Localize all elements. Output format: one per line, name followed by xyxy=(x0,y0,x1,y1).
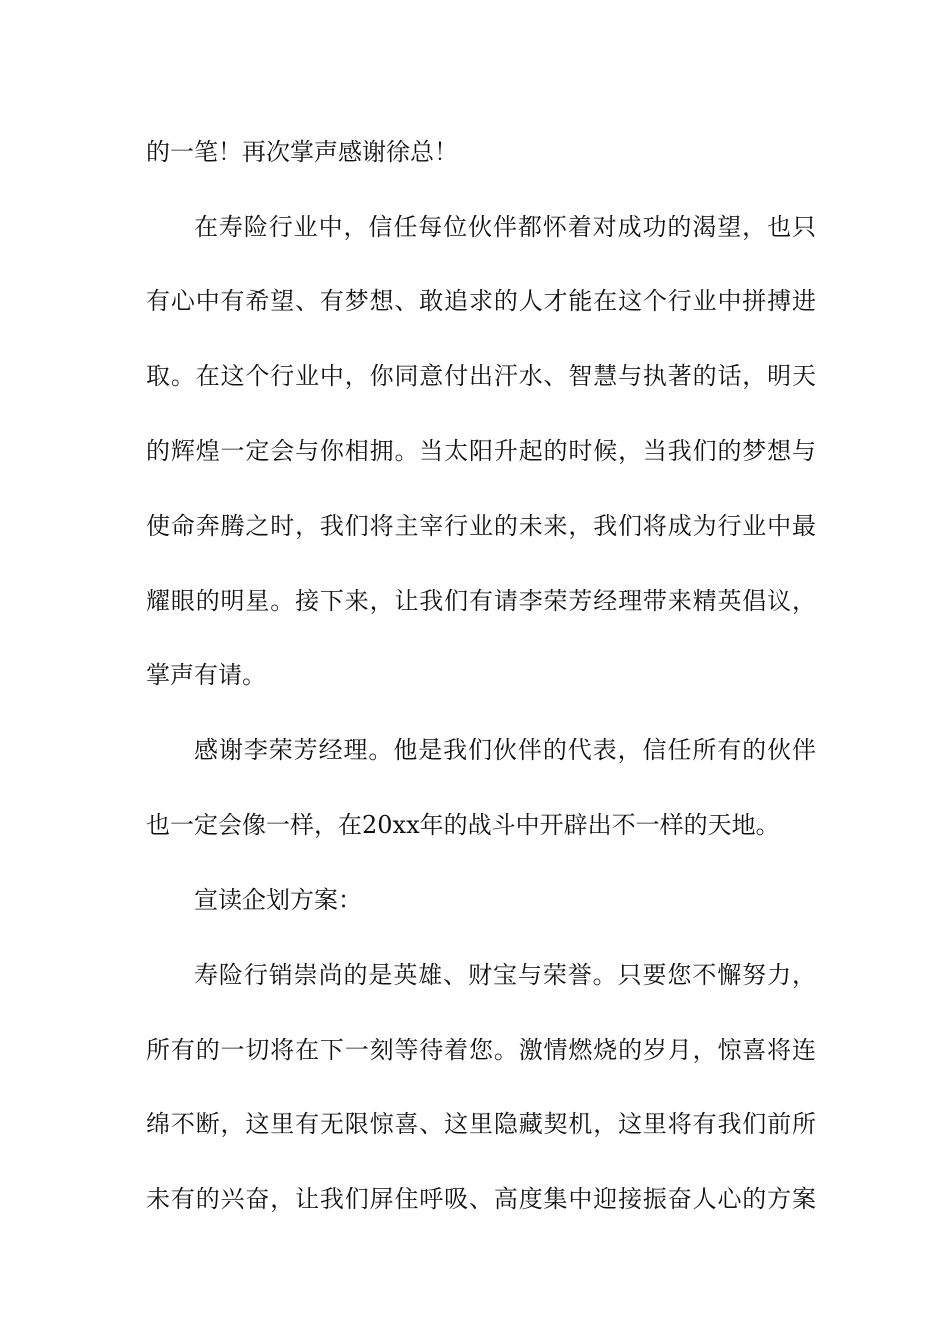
text-line-7: 耀眼的明星。接下来，让我们有请李荣芳经理带来精英倡议， xyxy=(146,587,816,615)
text-line-3: 有心中有希望、有梦想、敢追求的人才能在这个行业中拼搏进 xyxy=(146,287,816,315)
text-line-12: 寿险行销崇尚的是英雄、财宝与荣誉。只要您不懈努力， xyxy=(194,961,816,989)
text-line-11: 宣读企划方案： xyxy=(194,886,362,914)
text-line-5: 的辉煌一定会与你相拥。当太阳升起的时候，当我们的梦想与 xyxy=(146,437,816,465)
text-line-15: 未有的兴奋，让我们屏住呼吸、高度集中迎接振奋人心的方案 xyxy=(146,1185,816,1213)
text-line-14: 绵不断，这里有无限惊喜、这里隐藏契机，这里将有我们前所 xyxy=(146,1110,816,1138)
text-line-6: 使命奔腾之时，我们将主宰行业的未来，我们将成为行业中最 xyxy=(146,512,816,540)
text-line-2: 在寿险行业中，信任每位伙伴都怀着对成功的渴望，也只 xyxy=(194,213,816,241)
text-line-13: 所有的一切将在下一刻等待着您。激情燃烧的岁月，惊喜将连 xyxy=(146,1036,816,1064)
text-line-10: 也一定会像一样，在20xx年的战斗中开辟出不一样的天地。 xyxy=(146,811,780,839)
text-line-1: 的一笔！再次掌声感谢徐总！ xyxy=(146,138,458,166)
text-line-8: 掌声有请。 xyxy=(146,661,266,689)
text-line-9: 感谢李荣芳经理。他是我们伙伴的代表，信任所有的伙伴 xyxy=(194,736,816,764)
text-line-4: 取。在这个行业中，你同意付出汗水、智慧与执著的话，明天 xyxy=(146,362,816,390)
